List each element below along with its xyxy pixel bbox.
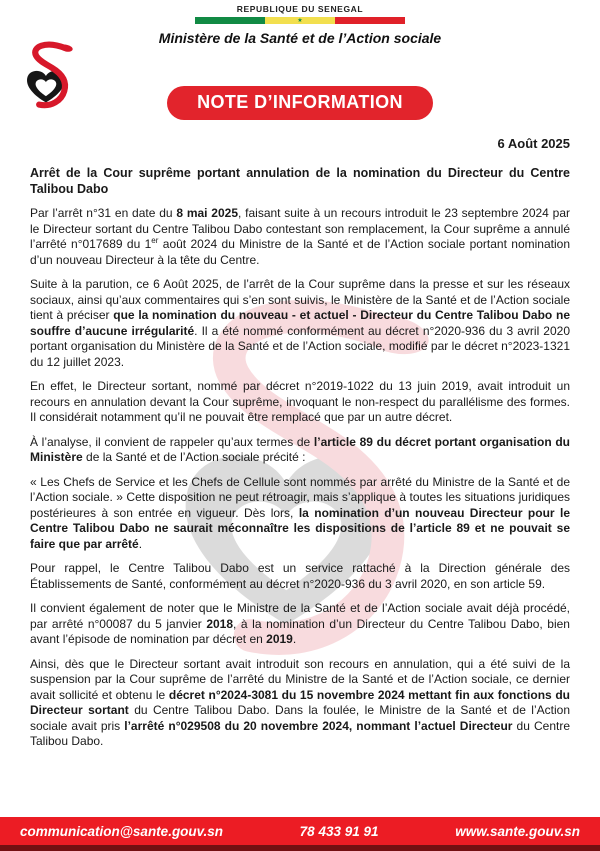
paragraph: En effet, le Directeur sortant, nommé par décret n°2019-1022 du 13 juin 2019, avait introduit un recours en annulation devant la Cour suprême, invoquant le non-respect du parallélisme des formes. Il considérait notamment qu’il ne pouvait être remplacé que par un autre décret. [30,379,570,424]
paragraph: Ainsi, dès que le Directeur sortant avait introduit son recours en annulation, qui a été suivi de la suspension par la Cour suprême de l’arrêté du Ministre de la Santé et de l’Action sociale, ce dernier avait sollicité et obtenu le décret n°2024-3081 du 15 novembre 2024 mettant fin aux fonctions du Directeur sortant du Centre Talibou Dabo. Dans la foulée, le Ministre de la Santé et de l’Action sociale avait pris l’arrêté n°029508 du 20 novembre 2024, nommant l’actuel Directeur du Centre Talibou Dabo. [30,656,570,748]
flag-green-band [195,17,265,24]
republic-label: REPUBLIQUE DU SENEGAL [236,4,364,14]
document-body [30,165,570,750]
paragraph: « Les Chefs de Service et les Chefs de Cellule sont nommés par arrêté du Ministre de la Santé et de l’Action sociale. » Cette disposition ne peut rétroagir, mais s’applique à toutes les situations juridiques postérieures à son entrée en vigueur. Dès lors, la nomination d’un nouveau Directeur pour le Centre Talibou Dabo ne saurait méconnaître les dispositions de l’article 89 et ne pouvait se faire que par arrêté. [30,474,570,551]
note-information-banner: NOTE D’INFORMATION [167,86,433,120]
flag-red-band [335,17,405,24]
ministry-name: Ministère de la Santé et de l’Action sociale [158,30,442,46]
snake-heart-logo-icon [16,36,84,114]
flag-star-icon: ★ [297,17,303,24]
document-date: 6 Août 2025 [497,136,570,151]
flag-yellow-band [265,17,335,24]
header [0,0,600,46]
paragraph: À l’analyse, il convient de rappeler qu’aux termes de l’article 89 du décret portant organisation du Ministère de la Santé et de l’Action sociale précité : [30,434,571,464]
senegal-flag [195,17,405,24]
footer [0,817,600,851]
paragraph: Suite à la parution, ce 6 Août 2025, de l’arrêt de la Cour suprême dans la presse et sur les réseaux sociaux, ainsi qu’aux commentaires qui s’en sont suivis, le Ministère de la Santé et de l’Action sociale tient à préciser que la nomination du nouveau - et actuel - Directeur du Centre Talibou Dabo ne souffre d’aucune irrégularité. Il a été nommé conformément au décret n°2020-936 du 3 avril 2020 portant organisation du Ministère de la Santé et de l’Action sociale, modifié par le décret n°2023-1321 du 12 juillet 2023. [30,277,571,369]
paragraph: Il convient également de noter que le Ministre de la Santé et de l’Action sociale avait déjà procédé, par arrêté n°00087 du 5 janvier 2018, à la nomination d’un Directeur du Centre Talibou Dabo, bien avant l’épisode de nomination par décret en 2019. [30,601,570,646]
footer-website: www.sante.gouv.sn [455,823,580,839]
paragraph: Par l’arrêt n°31 en date du 8 mai 2025, faisant suite à un recours introduit le 23 septembre 2024 par le Directeur sortant du Centre Talibou Dabo contestant son remplacement, la Cour suprême a annulé l’arrêté n°017689 du 1er août 2024 du Ministre de la Santé et de l’Action sociale portant nomination d’un nouveau Directeur à la tête du Centre. [30,206,571,267]
body-paragraphs [30,206,570,750]
footer-phone: 78 433 91 91 [299,823,379,839]
document-title: Arrêt de la Cour suprême portant annulation de la nomination du Directeur du Centre Talibou Dabo [30,166,570,196]
footer-bar [0,817,600,845]
paragraph: Pour rappel, le Centre Talibou Dabo est un service rattaché à la Direction générale des Établissements de Santé, conformément au décret n°2020-936 du 3 avril 2020, en son article 59. [30,561,570,591]
footer-email: communication@sante.gouv.sn [20,823,223,839]
footer-strip [0,845,600,851]
